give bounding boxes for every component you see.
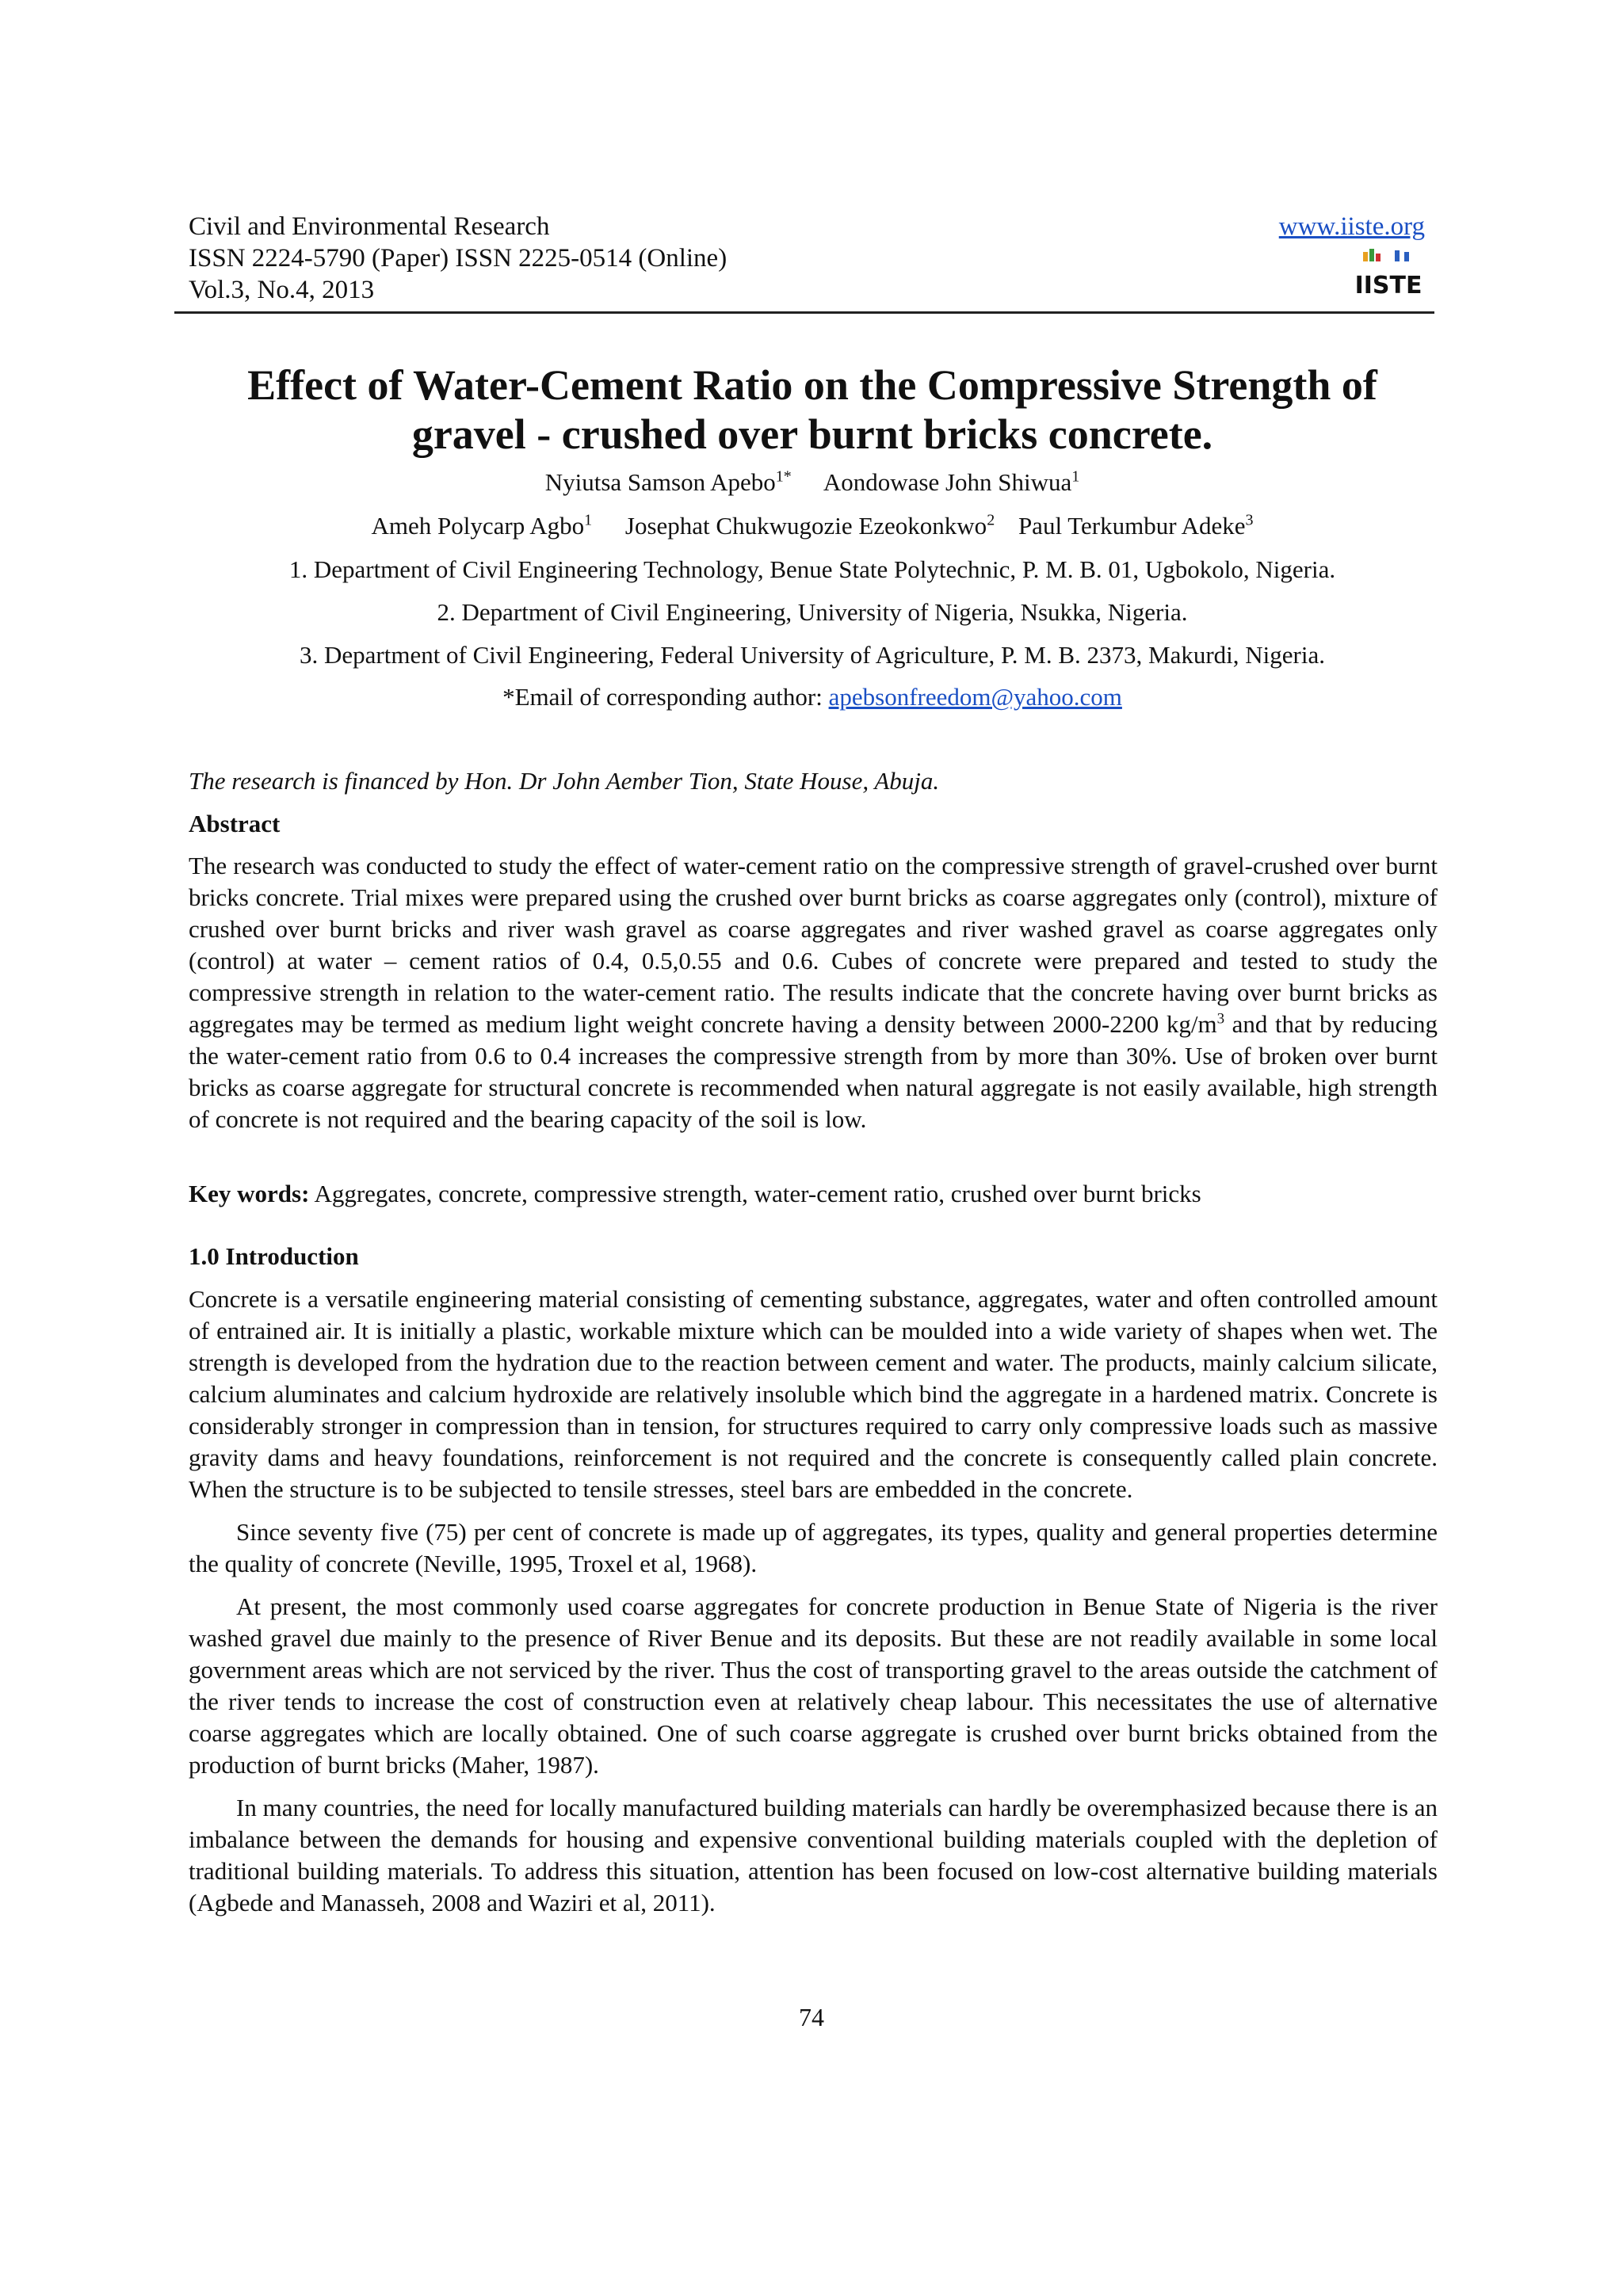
author-sup: 3 (1245, 511, 1254, 529)
iiste-logo (1354, 247, 1423, 299)
abstract-part-1: The research was conducted to study the effect of water-cement ratio on the compressive strength of gravel-crushed over burnt bricks concrete. Trial mixes were prepared using the crushed over burnt bricks as coarse aggregates only (control), mixture of crushed over burnt bricks and river wash gravel as coarse aggregates and river washed gravel as coarse aggregates only (control) at water – cement ratios of 0.4, 0.5,0.55 and 0.6. Cubes of concrete were prepared and tested to study the compressive strength in relation to the water-cement ratio. The results indicate that the concrete having over burnt bricks as aggregates may be termed as medium light weight concrete having a density between 2000-2200 kg/m (189, 852, 1438, 1038)
intro-paragraph: Concrete is a versatile engineering material consisting of cementing substance, aggregates, water and often controlled amount of entrained air. It is initially a plastic, workable mixture which can be moulded into a wide variety of shapes when wet. The strength is developed from the hydration due to the reaction between cement and water. The products, mainly calcium silicate, calcium aluminates and calcium hydroxide are relatively insoluble which bind the aggregate in a hardened matrix. Concrete is considerably stronger in compression than in tension, for structures required to carry only compressive loads such as massive gravity dams and heavy foundations, reinforcement is not required and the concrete is consequently called plain concrete. When the structure is to be subjected to tensile stresses, steel bars are embedded in the concrete. (189, 1285, 1438, 1503)
intro-paragraph: At present, the most commonly used coarse aggregates for concrete production in Benue State of Nigeria is the river washed gravel due mainly to the presence of River Benue and its deposits. But these are not readily available in some local government areas which are not serviced by the river. Thus the cost of transporting gravel to the areas outside the catchment of the river tends to increase the cost of construction even at relatively cheap labour. This necessitates the use of alternative coarse aggregates which are locally obtained. One of such coarse aggregate is crushed over burnt bricks obtained from the production of burnt bricks (Maher, 1987). (189, 1592, 1438, 1779)
journal-url-link[interactable]: www.iiste.org (1278, 212, 1425, 241)
email-link[interactable]: apebsonfreedom@yahoo.com (828, 683, 1122, 711)
author-name: Paul Terkumbur Adeke (1018, 512, 1246, 540)
corresponding-email (158, 682, 1466, 712)
author-name: Nyiutsa Samson Apebo (544, 468, 776, 496)
page-number: 74 (799, 2003, 824, 2031)
title-line-2: gravel - crushed over burnt bricks concrete. (411, 410, 1213, 458)
title-line-1: Effect of Water-Cement Ratio on the Compressive Strength of (247, 361, 1377, 409)
header-rule (174, 311, 1434, 314)
author-sup: 1 (1071, 467, 1080, 486)
affiliation-2: 2. Department of Civil Engineering, University of Nigeria, Nsukka, Nigeria. (437, 598, 1188, 626)
affiliation-1: 1. Department of Civil Engineering Technology, Benue State Polytechnic, P. M. B. 01, Ugbokolo, Nigeria. (288, 555, 1336, 583)
intro-heading: 1.0 Introduction (189, 1242, 359, 1270)
abstract-superscript: 3 (1216, 1010, 1225, 1028)
journal-header (189, 211, 1425, 306)
journal-name: Civil and Environmental Research (189, 212, 550, 241)
authors-line-1 (158, 467, 1466, 498)
intro-section (189, 1283, 1438, 1919)
author-name: Aondowase John Shiwua (823, 468, 1072, 496)
abstract-text (189, 850, 1438, 1135)
authors-line-2 (158, 511, 1466, 541)
author-sup: 1 (584, 511, 593, 529)
author-name: Ameh Polycarp Agbo (371, 512, 585, 540)
abstract-part-2: and that by reducing the water-cement ratio from 0.6 to 0.4 increases the compressive strength from by more than 30%. Use of broken over burnt bricks as coarse aggregate for structural concrete is recommended when natural aggregate is not easily available, high strength of concrete is not required and the bearing capacity of the soil is low. (189, 1010, 1438, 1133)
author-sup: 2 (987, 511, 995, 529)
intro-paragraph: In many countries, the need for locally manufactured building materials can hardly be overemphasized because there is an imbalance between the demands for housing and expensive conventional building materials coupled with the depletion of traditional building materials. To address this situation, attention has been focused on low-cost alternative building materials (Agbede and Manasseh, 2008 and Waziri et al, 2011). (189, 1794, 1438, 1917)
keywords-label: Key words: (189, 1180, 310, 1207)
author-name: Josephat Chukwugozie Ezeokonkwo (624, 512, 987, 540)
funding-note: The research is financed by Hon. Dr John Aember Tion, State House, Abuja. (189, 767, 940, 795)
author-sup: 1* (775, 467, 792, 486)
email-label: *Email of corresponding author: (502, 683, 829, 711)
abstract-heading: Abstract (189, 810, 281, 837)
journal-issn: ISSN 2224-5790 (Paper) ISSN 2225-0514 (Online) (189, 244, 727, 273)
keywords-line (189, 1178, 1438, 1210)
affiliation-3: 3. Department of Civil Engineering, Federal University of Agriculture, P. M. B. 2373, Makurdi, Nigeria. (299, 641, 1325, 669)
intro-paragraph: Since seventy five (75) per cent of concrete is made up of aggregates, its types, quality and general properties determine the quality of concrete (Neville, 1995, Troxel et al, 1968). (189, 1518, 1438, 1577)
journal-volume: Vol.3, No.4, 2013 (189, 276, 375, 304)
paper-title (190, 360, 1434, 459)
logo-text: IISTE (1354, 272, 1423, 299)
keywords-text: Aggregates, concrete, compressive strength, water-cement ratio, crushed over burnt bricks (309, 1180, 1201, 1207)
